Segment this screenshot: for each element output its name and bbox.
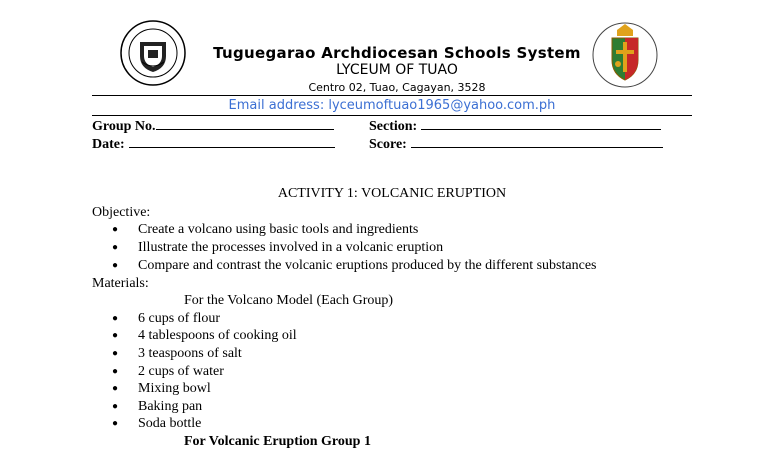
objective-item: ● Illustrate the processes involved in a volcanic eruption — [112, 240, 444, 255]
group-no-label: Group No. — [92, 119, 156, 134]
bullet-icon: ● — [112, 418, 119, 430]
bullet-icon: ● — [112, 330, 119, 342]
archdiocese-seal-logo — [592, 22, 658, 88]
score-field[interactable] — [369, 135, 663, 153]
group-no-field[interactable] — [92, 117, 334, 135]
section-field[interactable] — [369, 117, 661, 135]
material-item: ● 2 cups of water — [112, 364, 224, 379]
objective-item: ● Create a volcano using basic tools and ingredients — [112, 222, 419, 237]
school-name: LYCEUM OF TUAO — [336, 62, 458, 78]
org-name: Tuguegarao Archdiocesan Schools System — [213, 44, 581, 62]
material-item: ● Soda bottle — [112, 416, 202, 431]
date-label: Date: — [92, 137, 125, 152]
bullet-icon: ● — [112, 242, 119, 254]
header-divider-top — [92, 95, 692, 96]
date-field[interactable] — [92, 135, 335, 153]
email-address: Email address: lyceumoftuao1965@yahoo.com.ph — [228, 98, 556, 113]
bullet-icon: ● — [112, 366, 119, 378]
objective-item: ● Compare and contrast the volcanic eruptions produced by the different substances — [112, 258, 597, 273]
bullet-icon: ● — [112, 348, 119, 360]
material-item: ● Mixing bowl — [112, 381, 211, 396]
bullet-icon: ● — [112, 401, 119, 413]
school-seal-logo — [120, 20, 186, 86]
school-address: Centro 02, Tuao, Cagayan, 3528 — [308, 81, 486, 94]
volcano-model-heading: For the Volcano Model (Each Group) — [184, 293, 394, 308]
section-label: Section: — [369, 119, 418, 134]
bullet-icon: ● — [112, 383, 119, 395]
header-divider-bottom — [92, 115, 692, 116]
material-item: ● 6 cups of flour — [112, 311, 221, 326]
group1-heading: For Volcanic Eruption Group 1 — [184, 434, 371, 449]
score-label: Score: — [369, 137, 407, 152]
objective-heading: Objective: — [92, 205, 151, 220]
bullet-icon: ● — [112, 313, 119, 325]
material-item: ● 3 teaspoons of salt — [112, 346, 242, 361]
material-item: ● 4 tablespoons of cooking oil — [112, 328, 297, 343]
bullet-icon: ● — [112, 224, 119, 236]
material-item: ● Baking pan — [112, 399, 203, 414]
materials-heading: Materials: — [92, 276, 149, 291]
activity-title: ACTIVITY 1: VOLCANIC ERUPTION — [277, 186, 507, 201]
bullet-icon: ● — [112, 260, 119, 272]
